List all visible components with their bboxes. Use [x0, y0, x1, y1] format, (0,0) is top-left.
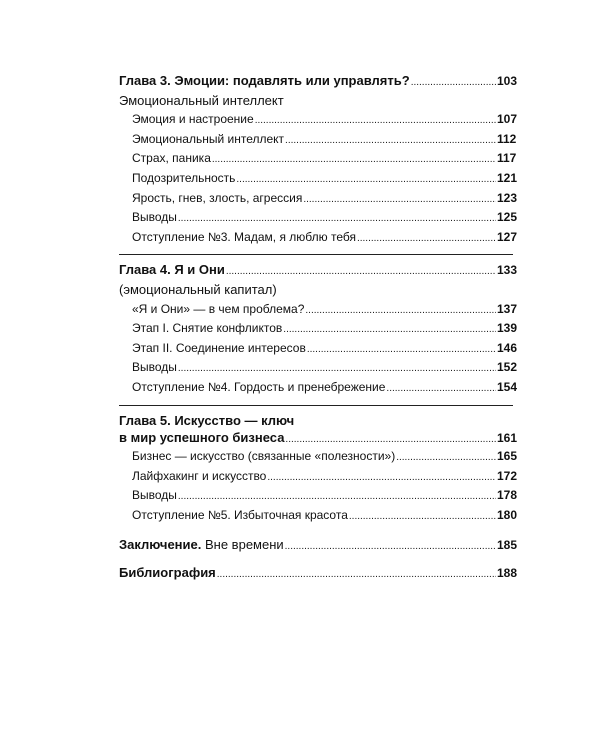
toc-entry-label: Страх, паника	[132, 151, 211, 166]
chapter-5-title-line2: в мир успешного бизнеса	[119, 429, 285, 445]
bibliography-title: Библиография	[119, 565, 216, 581]
chapter-3-subtitle-row	[119, 93, 513, 113]
toc-entry-page: 180	[497, 507, 518, 522]
toc-entry[interactable]	[119, 151, 517, 171]
bibliography-page: 188	[497, 566, 518, 581]
leader-dots	[178, 489, 496, 504]
toc-entry-label: Отступление №3. Мадам, я люблю тебя	[132, 229, 356, 244]
leader-dots	[217, 567, 496, 582]
chapter-4-title: Глава 4. Я и Они	[119, 262, 225, 278]
chapter-3-title: Глава 3. Эмоции: подавлять или управлять?	[119, 73, 410, 88]
toc-entry-label: Эмоция и настроение	[132, 112, 254, 127]
chapter-4-subtitle: (эмоциональный капитал)	[119, 281, 277, 297]
toc-entry[interactable]	[119, 449, 518, 469]
toc-entry-page: 172	[497, 468, 518, 483]
leader-dots	[303, 192, 496, 207]
table-of-contents	[119, 73, 518, 585]
chapter-3-page: 103	[497, 74, 518, 88]
chapter-4-page: 133	[497, 263, 518, 278]
toc-entry-page: 112	[497, 131, 517, 146]
leader-dots	[285, 539, 496, 554]
toc-entry[interactable]	[119, 112, 518, 132]
section-divider	[119, 405, 513, 406]
section-gap	[119, 557, 513, 565]
conclusion-title-rest: Вне времени	[201, 537, 284, 553]
toc-entry[interactable]	[119, 210, 518, 230]
toc-entry-label: Отступление №4. Гордость и пренебрежение	[132, 379, 386, 394]
toc-entry-page: 146	[497, 340, 518, 355]
toc-entry-label: «Я и Они» — в чем проблема?	[132, 301, 305, 316]
toc-entry[interactable]	[119, 340, 518, 361]
toc-entry-label: Этап I. Снятие конфликтов	[132, 321, 283, 336]
toc-entry-page: 152	[497, 360, 518, 375]
section-divider	[119, 254, 513, 255]
toc-entry-label: Выводы	[132, 360, 177, 375]
conclusion-page: 185	[497, 538, 518, 553]
toc-entry-label: Эмоциональный интеллект	[132, 131, 285, 146]
conclusion-title-bold: Заключение.	[119, 537, 202, 553]
leader-dots	[396, 450, 496, 465]
toc-entry[interactable]	[119, 301, 518, 322]
toc-entry-page: 165	[497, 449, 518, 464]
toc-entry[interactable]	[119, 170, 518, 191]
toc-entry-page: 125	[497, 210, 518, 225]
toc-entry-label: Отступление №5. Избыточная красота	[132, 507, 348, 522]
toc-entry-page: 127	[497, 229, 518, 244]
leader-dots	[285, 432, 496, 447]
conclusion-title	[119, 537, 284, 552]
chapter-3-subtitle: Эмоциональный интеллект	[119, 92, 284, 108]
toc-entry[interactable]	[119, 321, 518, 341]
chapter-4-subtitle-row	[119, 282, 513, 302]
toc-entry-label: Бизнес — искусство (связанные «полезности»)	[132, 449, 396, 464]
toc-chapter-3[interactable]	[119, 73, 518, 93]
toc-entry-page: 137	[497, 301, 518, 316]
toc-entry[interactable]	[119, 488, 518, 508]
toc-entry-label: Выводы	[132, 210, 177, 225]
section-gap	[119, 527, 513, 537]
leader-dots	[386, 381, 496, 396]
toc-entry[interactable]	[119, 468, 518, 489]
toc-bibliography[interactable]	[119, 565, 518, 585]
toc-entry[interactable]	[119, 229, 518, 250]
toc-entry[interactable]	[119, 507, 518, 528]
leader-dots	[357, 231, 496, 246]
toc-entry-label: Ярость, гнев, злость, агрессия	[132, 190, 303, 205]
toc-chapter-5[interactable]	[119, 429, 518, 450]
leader-dots	[411, 75, 496, 90]
leader-dots	[226, 264, 496, 279]
toc-entry-page: 123	[497, 190, 518, 205]
chapter-5-page: 161	[497, 430, 518, 445]
leader-dots	[307, 342, 496, 357]
toc-entry-label: Выводы	[132, 488, 177, 503]
toc-conclusion[interactable]	[119, 537, 518, 557]
toc-entry-label: Этап II. Соединение интересов	[132, 340, 306, 355]
leader-dots	[267, 470, 496, 485]
toc-entry-page: 107	[497, 112, 518, 127]
toc-entry[interactable]	[119, 131, 517, 152]
leader-dots	[178, 361, 496, 376]
toc-entry-label: Лайфхакинг и искусство	[132, 468, 267, 483]
leader-dots	[283, 322, 496, 337]
leader-dots	[305, 303, 496, 318]
chapter-5-title-line1-row[interactable]	[119, 413, 513, 430]
toc-entry-page: 117	[497, 151, 517, 166]
chapter-5-title-line1: Глава 5. Искусство — ключ	[119, 412, 295, 428]
toc-chapter-4[interactable]	[119, 262, 518, 282]
toc-entry-page: 178	[497, 488, 518, 503]
leader-dots	[178, 211, 496, 226]
leader-dots	[349, 509, 496, 524]
toc-entry[interactable]	[119, 360, 518, 380]
toc-entry-page: 139	[497, 321, 518, 336]
leader-dots	[212, 152, 496, 167]
leader-dots	[236, 172, 496, 187]
toc-entry[interactable]	[119, 379, 518, 400]
toc-entry-page: 154	[497, 379, 518, 394]
leader-dots	[285, 133, 496, 148]
toc-entry[interactable]	[119, 190, 518, 211]
leader-dots	[255, 113, 496, 128]
toc-entry-page: 121	[497, 170, 518, 185]
toc-entry-label: Подозрительность	[132, 170, 236, 185]
